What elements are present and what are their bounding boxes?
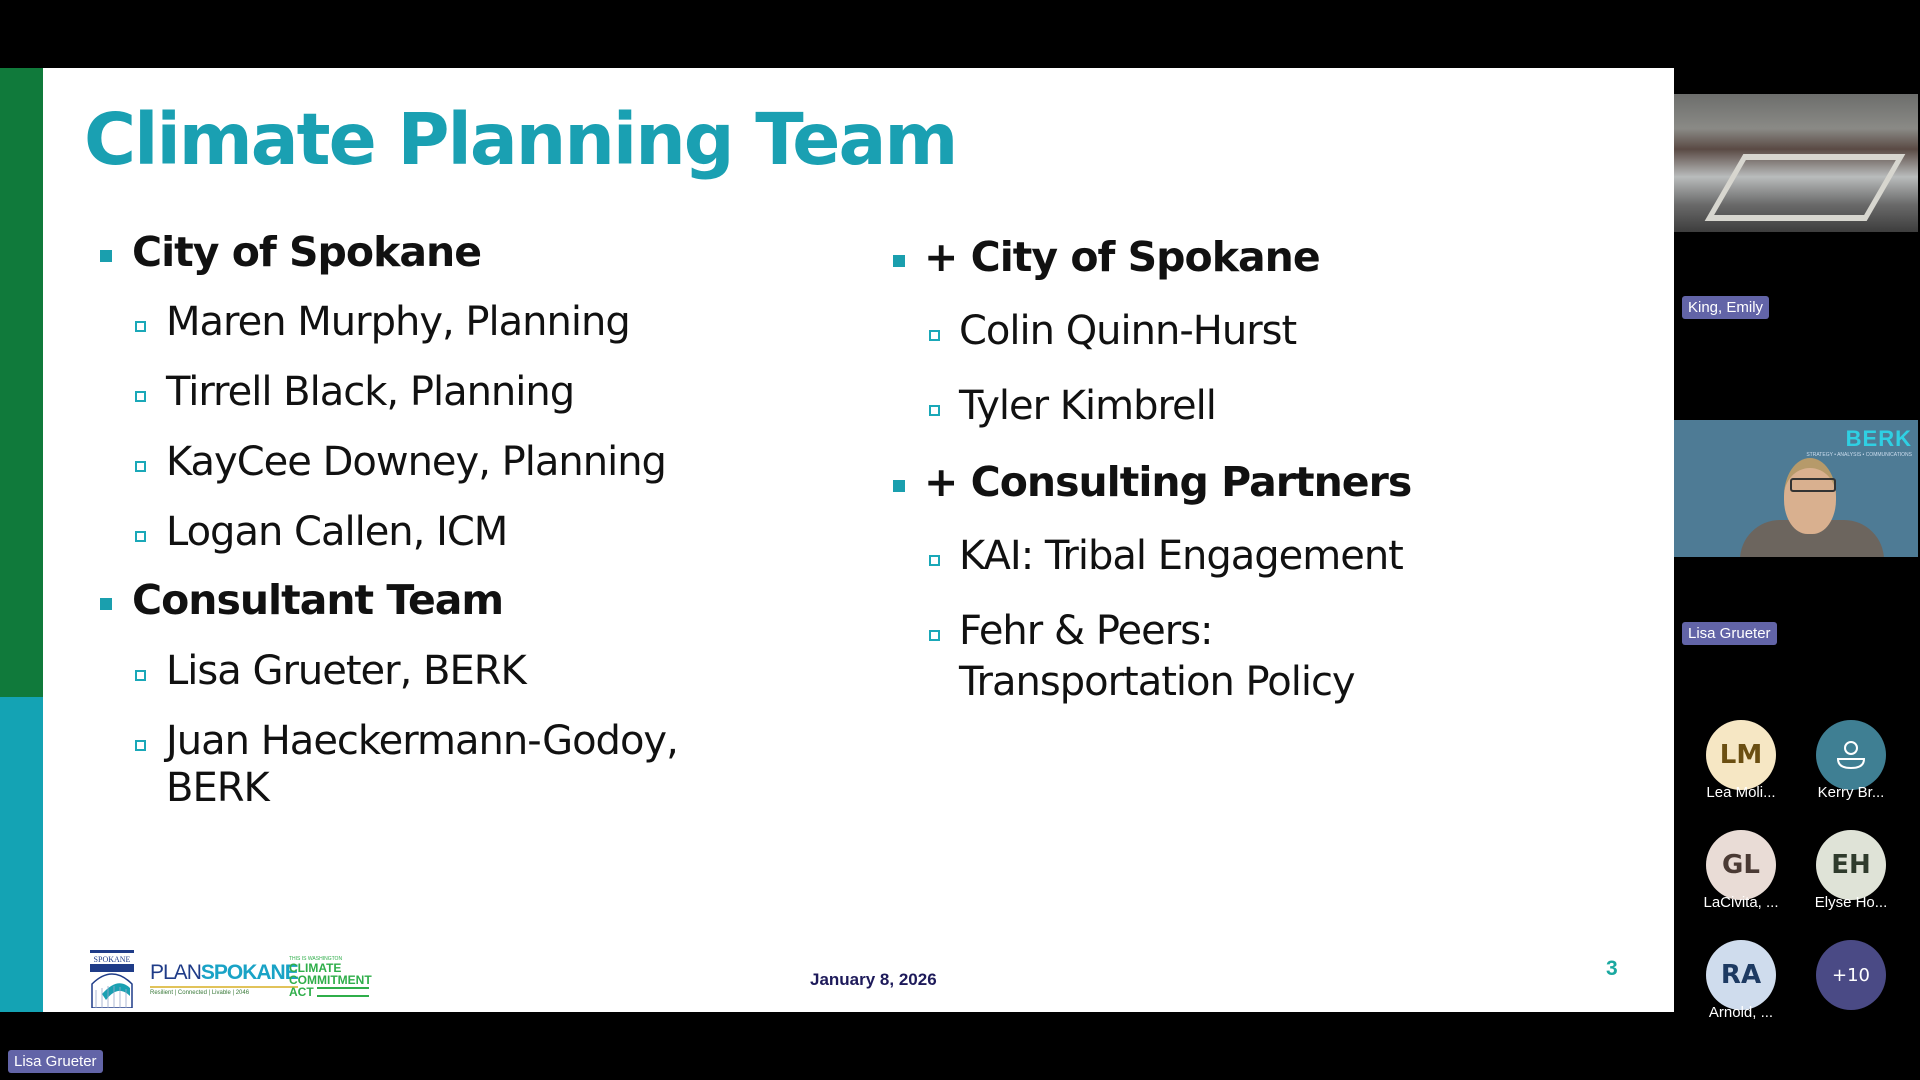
list-item: Juan Haeckermann-Godoy, xyxy=(166,718,678,764)
more-participants-button[interactable]: +10 xyxy=(1816,940,1886,1010)
participant-avatar[interactable] xyxy=(1816,720,1886,790)
plan-spokane-logo: PLANSPOKANE Resilient | Connected | Livable | 2046 xyxy=(150,961,298,996)
video-tile-lisa-grueter[interactable]: BERK STRATEGY • ANALYSIS • COMMUNICATIONS xyxy=(1674,420,1918,557)
list-item: Lisa Grueter, BERK xyxy=(166,648,526,694)
video-tile-king-emily[interactable] xyxy=(1674,94,1918,232)
participant-name: LaCivita, ... xyxy=(1703,894,1779,911)
hollow-bullet-icon xyxy=(135,461,146,472)
heading-consulting-partners: + Consulting Partners xyxy=(924,458,1412,506)
heading-consultant-team: Consultant Team xyxy=(132,576,504,624)
list-item: KayCee Downey, Planning xyxy=(166,439,666,485)
list-item: Colin Quinn-Hurst xyxy=(959,308,1297,354)
list-item: Tyler Kimbrell xyxy=(959,383,1216,429)
participant-name: Lea Moli... xyxy=(1706,784,1776,801)
hollow-bullet-icon xyxy=(929,555,940,566)
teal-accent-bar xyxy=(0,697,43,1012)
square-bullet-icon xyxy=(893,255,905,267)
participant-name-badge: Lisa Grueter xyxy=(1682,622,1777,645)
hollow-bullet-icon xyxy=(929,330,940,341)
green-accent-bar xyxy=(0,68,43,697)
city-of-spokane-logo xyxy=(88,950,136,1008)
participant-avatar[interactable]: EH xyxy=(1816,830,1886,900)
slide-date: January 8, 2026 xyxy=(810,970,937,989)
presenter-name-badge: Lisa Grueter xyxy=(8,1050,103,1073)
participant-avatar[interactable]: RA xyxy=(1706,940,1776,1010)
list-item: KAI: Tribal Engagement xyxy=(959,533,1403,579)
climate-commitment-act-logo: THIS IS WASHINGTON CLIMATE COMMITMENT ACT xyxy=(289,956,372,999)
slide-title: Climate Planning Team xyxy=(84,98,957,181)
square-bullet-icon xyxy=(100,598,112,610)
square-bullet-icon xyxy=(100,250,112,262)
presentation-slide xyxy=(0,68,1674,1012)
berk-logo: BERK xyxy=(1845,426,1912,451)
list-item: Tirrell Black, Planning xyxy=(166,369,575,415)
hollow-bullet-icon xyxy=(135,740,146,751)
heading-city-of-spokane: City of Spokane xyxy=(132,228,481,276)
square-bullet-icon xyxy=(893,480,905,492)
hollow-bullet-icon xyxy=(135,391,146,402)
list-item: Maren Murphy, Planning xyxy=(166,299,630,345)
list-item: Logan Callen, ICM xyxy=(166,509,508,555)
participant-name: Arnold, ... xyxy=(1708,1004,1774,1021)
participant-name-badge: King, Emily xyxy=(1682,296,1769,319)
participant-avatar[interactable]: GL xyxy=(1706,830,1776,900)
heading-plus-city-of-spokane: + City of Spokane xyxy=(924,233,1320,281)
person-icon xyxy=(1834,738,1868,772)
conference-room-video xyxy=(1705,154,1906,221)
hollow-bullet-icon xyxy=(135,531,146,542)
hollow-bullet-icon xyxy=(929,405,940,416)
slide-page-number: 3 xyxy=(1606,957,1618,980)
participant-name: Kerry Br... xyxy=(1817,784,1885,801)
svg-text:SPOKANE: SPOKANE xyxy=(93,955,131,964)
hollow-bullet-icon xyxy=(135,321,146,332)
participant-avatar[interactable]: LM xyxy=(1706,720,1776,790)
list-item-continuation: BERK xyxy=(166,765,269,811)
list-item: Fehr & Peers: xyxy=(959,608,1213,654)
hollow-bullet-icon xyxy=(929,630,940,641)
list-item-continuation: Transportation Policy xyxy=(959,659,1355,705)
hollow-bullet-icon xyxy=(135,670,146,681)
participant-name: Elyse Ho... xyxy=(1814,894,1888,911)
